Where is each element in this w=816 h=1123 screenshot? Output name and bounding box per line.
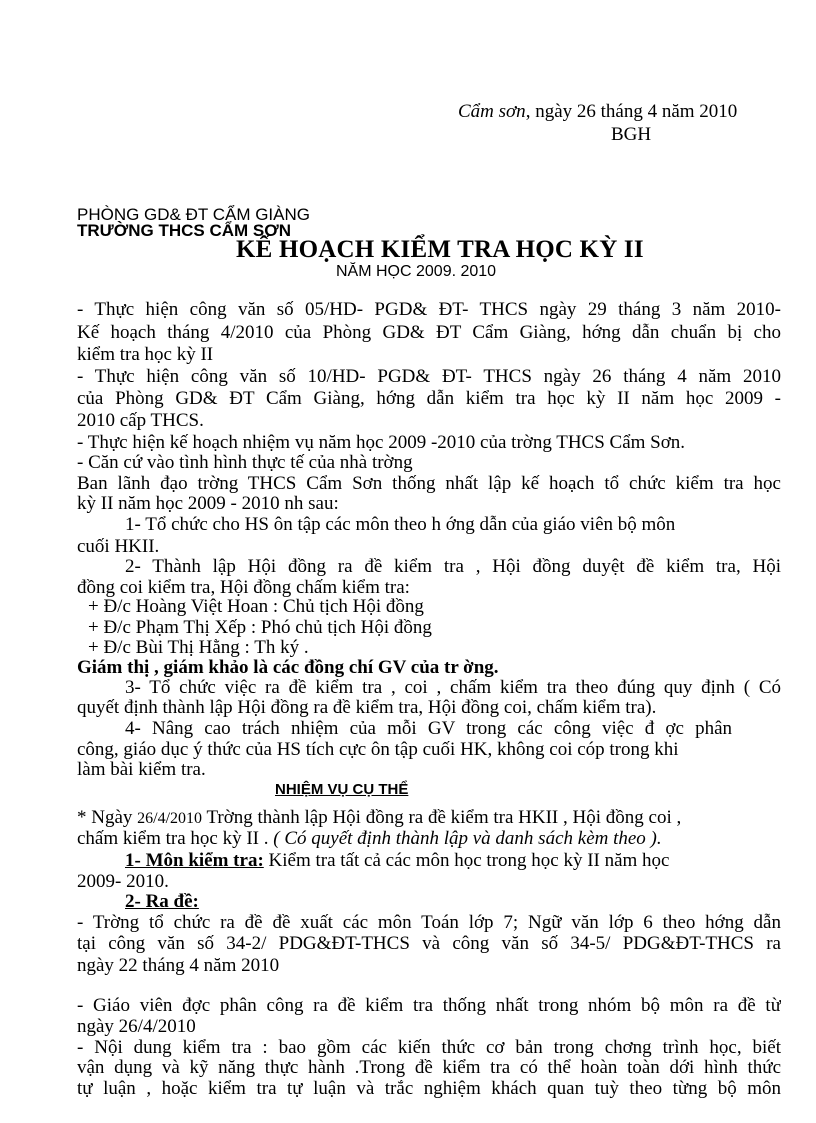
office-name: PHÒNG GD& ĐT CẨM GIÀNG <box>77 205 310 224</box>
supervisor-note: Giám thị , giám khảo là các đồng chí GV của tr ờng. <box>77 657 499 678</box>
para-line-10: kỳ II năm học 2009 - 2010 nh sau: <box>77 493 339 514</box>
task-1-note: ( Có quyết định thành lập và danh sách kèm theo ). <box>273 828 662 849</box>
item-2-line-2: đồng coi kiểm tra, Hội đồng chấm kiểm tra: <box>77 577 410 598</box>
item-4-line-3: làm bài kiểm tra. <box>77 759 206 780</box>
para-line-2: Kế hoạch tháng 4/2010 của Phòng GD& ĐT Cẩm Giàng, hớng dẫn chuẩn bị cho <box>77 322 781 343</box>
member-1: + Đ/c Hoàng Việt Hoan : Chủ tịch Hội đồng <box>88 596 424 617</box>
task-1-line-2 <box>77 828 781 849</box>
exam-line-5: ngày 26/4/2010 <box>77 1016 196 1037</box>
exam-setting-label: 2- Ra đề: <box>125 891 199 912</box>
place-name: Cẩm sơn <box>458 101 526 122</box>
item-4-line-1: 4- Nâng cao trách nhiệm của mỗi GV trong các công việc đ ợc phân <box>125 718 732 739</box>
subject-line <box>125 850 781 871</box>
para-line-7: - Thực hiện kế hoạch nhiệm vụ năm học 2009 -2010 của trờng THCS Cẩm Sơn. <box>77 432 686 453</box>
page-title: KẾ HOẠCH KIỂM TRA HỌC KỲ II <box>236 236 644 263</box>
para-line-3: kiểm tra học kỳ II <box>77 344 214 365</box>
item-3-line-2: quyết định thành lập Hội đồng ra đề kiểm tra, Hội đồng coi, chấm kiểm tra). <box>77 697 657 718</box>
section-title: NHIỆM VỤ CỤ THỂ <box>275 781 409 798</box>
item-2-line-1: 2- Thành lập Hội đồng ra đề kiểm tra , Hội đồng duyệt đề kiểm tra, Hội <box>125 556 781 577</box>
item-1-line-1: 1- Tổ chức cho HS ôn tập các môn theo h ớng dẫn của giáo viên bộ môn <box>125 514 676 535</box>
member-2: + Đ/c Phạm Thị Xếp : Phó chủ tịch Hội đồng <box>88 617 432 638</box>
task-1-cont: chấm kiểm tra học kỳ II . <box>77 828 274 849</box>
date-text: , ngày 26 tháng 4 năm 2010 <box>525 101 738 122</box>
exam-line-2: tại công văn số 34-2/ PDG&ĐT-THCS và công văn số 34-5/ PDG&ĐT-THCS ra <box>77 933 781 954</box>
exam-line-6: - Nội dung kiểm tra : bao gồm các kiến thức cơ bản trong chơng trình học, biết <box>77 1037 781 1058</box>
para-line-8: - Căn cứ vào tình hình thực tế của nhà trờng <box>77 452 413 473</box>
exam-line-8: tự luận , hoặc kiểm tra tự luận và trắc nghiệm khách quan tuỳ theo từng bộ môn <box>77 1078 781 1099</box>
exam-line-1: - Trờng tổ chức ra đề đề xuất các môn Toán lớp 7; Ngữ văn lớp 6 theo hớng dẫn <box>77 912 781 933</box>
exam-line-3: ngày 22 tháng 4 năm 2010 <box>77 955 280 976</box>
subject-text: Kiểm tra tất cả các môn học trong học kỳ II năm học <box>263 850 670 871</box>
exam-line-7: vận dụng và kỹ năng thực hành .Trong đề kiểm tra có thể hoàn toàn dới hình thức <box>77 1057 781 1078</box>
exam-line-4: - Giáo viên đợc phân công ra đề kiểm tra thống nhất trong nhóm bộ môn ra đề từ <box>77 995 781 1016</box>
para-line-9: Ban lãnh đạo trờng THCS Cẩm Sơn thống nhất lập kế hoạch tổ chức kiểm tra học <box>77 473 781 494</box>
school-year: NĂM HỌC 2009. 2010 <box>336 263 497 280</box>
para-line-6: 2010 cấp THCS. <box>77 410 204 431</box>
para-line-4: - Thực hiện công văn số 10/HD- PGD& ĐT- THCS ngày 26 tháng 4 năm 2010 <box>77 366 781 387</box>
task-1-date: 26/4/2010 <box>137 810 203 827</box>
task-1-text: Trờng thành lập Hội đồng ra đề kiểm tra HKII , Hội đồng coi , <box>202 807 682 828</box>
para-line-1: - Thực hiện công văn số 05/HD- PGD& ĐT- THCS ngày 29 tháng 3 năm 2010- <box>77 299 781 320</box>
date-line <box>458 101 737 122</box>
subject-cont: 2009- 2010. <box>77 871 169 892</box>
para-line-5: của Phòng GD& ĐT Cẩm Giàng, hớng dẫn kiểm tra học kỳ II năm học 2009 - <box>77 388 781 409</box>
item-3-line-1: 3- Tổ chức việc ra đề kiểm tra , coi , chấm kiểm tra theo đúng quy định ( Có <box>125 677 781 698</box>
item-1-line-2: cuối HKII. <box>77 536 160 557</box>
task-1-prefix: * Ngày <box>77 807 138 828</box>
task-1-line-1 <box>77 807 781 829</box>
item-4-line-2: công, giáo dục ý thức của HS tích cực ôn tập cuối HK, không coi cóp trong khi <box>77 739 679 760</box>
school-name: TRƯỜNG THCS CẨM SƠN <box>77 221 292 240</box>
member-3: + Đ/c Bùi Thị Hằng : Th ký . <box>88 637 309 658</box>
bgh-label: BGH <box>611 124 652 145</box>
subject-label: 1- Môn kiểm tra: <box>125 850 264 871</box>
